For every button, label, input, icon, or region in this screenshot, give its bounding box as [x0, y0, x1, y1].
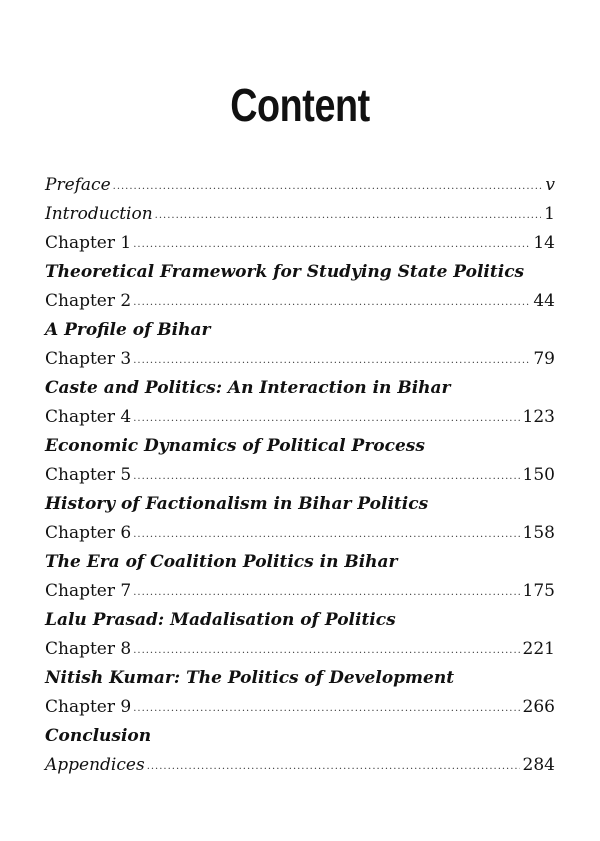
- chapter-8-title[interactable]: Nitish Kumar: The Politics of Development: [45, 668, 455, 688]
- toc-page-number: 150: [522, 465, 555, 485]
- toc-entry-chapter-5[interactable]: [45, 462, 555, 488]
- toc-entry-label: Chapter 9: [45, 697, 132, 717]
- toc-page-number: 123: [522, 407, 555, 427]
- dot-leader: [133, 406, 519, 432]
- toc-entry-chapter-6[interactable]: [45, 520, 555, 546]
- toc-entry-chapter-8[interactable]: [45, 636, 555, 662]
- chapter-4-title[interactable]: Economic Dynamics of Political Process: [45, 436, 425, 456]
- chapter-3-title[interactable]: Caste and Politics: An Interaction in Bihar: [45, 378, 451, 398]
- dot-leader: [155, 203, 542, 229]
- toc-entry-chapter-7[interactable]: [45, 578, 555, 604]
- chapter-7-title[interactable]: Lalu Prasad: Madalisation of Politics: [45, 610, 396, 630]
- toc-page-number: 14: [533, 233, 555, 253]
- toc-page-number: v: [545, 175, 555, 195]
- chapter-2-title[interactable]: A Profile of Bihar: [45, 320, 211, 340]
- chapter-9-title[interactable]: Conclusion: [45, 726, 152, 746]
- toc-entry-appendices[interactable]: [45, 752, 555, 778]
- toc-page-number: 1: [544, 204, 555, 224]
- toc-entry-chapter-3[interactable]: [45, 346, 555, 372]
- toc-entry-label: Introduction: [45, 204, 153, 224]
- dot-leader: [133, 348, 530, 374]
- dot-leader: [113, 174, 543, 200]
- toc-page-number: 266: [522, 697, 555, 717]
- toc-page-number: 158: [522, 523, 555, 543]
- toc-entry-label: Chapter 8: [45, 639, 132, 659]
- dot-leader: [133, 290, 530, 316]
- dot-leader: [133, 638, 519, 664]
- toc-entry-label: Chapter 5: [45, 465, 132, 485]
- page-title: Content: [230, 79, 370, 131]
- toc-entry-label: Chapter 4: [45, 407, 132, 427]
- toc-entry-label: Chapter 1: [45, 233, 132, 253]
- toc-entry-label: Chapter 7: [45, 581, 132, 601]
- dot-leader: [147, 754, 520, 780]
- chapter-6-title[interactable]: The Era of Coalition Politics in Bihar: [45, 552, 398, 572]
- toc-page-number: 284: [522, 755, 555, 775]
- dot-leader: [133, 464, 519, 490]
- dot-leader: [133, 696, 519, 722]
- dot-leader: [133, 522, 519, 548]
- toc-entry-label: Appendices: [45, 755, 145, 775]
- toc-entry-label: Chapter 3: [45, 349, 132, 369]
- toc-entry-label: Chapter 6: [45, 523, 132, 543]
- toc-page-number: 79: [533, 349, 555, 369]
- toc-entry-label: Preface: [45, 175, 111, 195]
- toc-entry-chapter-1[interactable]: [45, 230, 555, 256]
- chapter-1-title[interactable]: Theoretical Framework for Studying State Politics: [45, 262, 525, 282]
- toc-entry-label: Chapter 2: [45, 291, 132, 311]
- toc-entry-chapter-2[interactable]: [45, 288, 555, 314]
- toc-page-number: 44: [533, 291, 555, 311]
- chapter-5-title[interactable]: History of Factionalism in Bihar Politics: [45, 494, 429, 514]
- toc-entry-introduction[interactable]: [45, 201, 555, 227]
- toc-entry-preface[interactable]: [45, 172, 555, 198]
- dot-leader: [133, 580, 519, 606]
- toc-entry-chapter-4[interactable]: [45, 404, 555, 430]
- toc-page-number: 221: [522, 639, 555, 659]
- toc-page-number: 175: [522, 581, 555, 601]
- dot-leader: [133, 232, 530, 258]
- toc-entry-chapter-9[interactable]: [45, 694, 555, 720]
